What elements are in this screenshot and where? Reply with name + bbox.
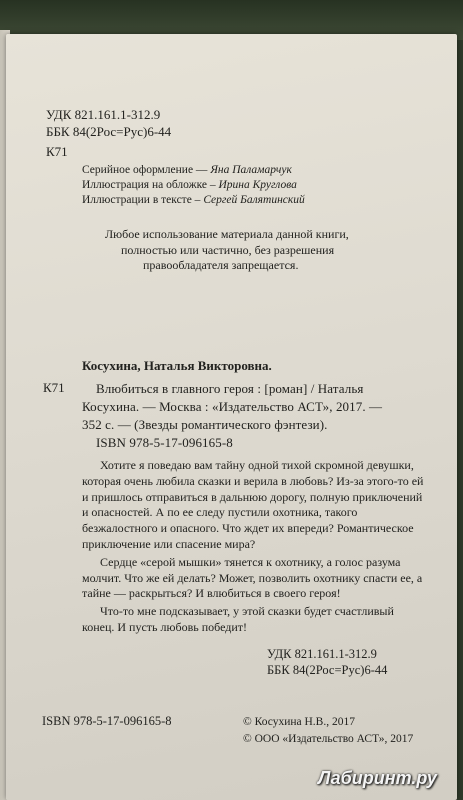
annotation <box>82 458 427 638</box>
bibliographic-record: Влюбиться в главного героя : [роман] / Наталья Косухина. — Москва : «Издательство АСТ», 2017. — 352 с. — (Звезды романтического фэнтези). ISBN 978-5-17-096165-8 <box>82 380 422 452</box>
annotation-paragraph: Сердце «серой мышки» тянется к охотнику, а голос разума молчит. Что же ей делать? Может, позволить охотнику спасти ее, а тайне — раскрыться? И влюбиться в своего героя! <box>82 554 423 601</box>
record-mark: К71 <box>43 380 65 395</box>
credit-line: Серийное оформление — Яна Паламарчук <box>82 164 292 176</box>
udk-code: УДК 821.161.1-312.9 <box>267 647 377 661</box>
annotation-paragraph: Что-то мне подсказывает, у этой сказки будет счастливый конец. И пусть любовь победит! <box>82 604 394 634</box>
watermark-logo: Лабиринт.ру <box>318 768 437 788</box>
rights-notice: Любое использование материала данной книги, полностью или частично, без разрешения правообладателя запрещается. <box>105 227 349 272</box>
bbk-code: ББК 84(2Рос=Рус)6-44 <box>46 124 172 139</box>
isbn: ISBN 978-5-17-096165-8 <box>96 435 233 450</box>
copyright: © Косухина Н.В., 2017 © ООО «Издательство АСТ», 2017 <box>243 716 414 745</box>
udk-code: УДК 821.161.1-312.9 <box>46 107 161 122</box>
author-mark: К71 <box>46 144 68 159</box>
bottom-classification <box>267 646 387 678</box>
bbk-code: ББК 84(2Рос=Рус)6-44 <box>267 663 388 677</box>
isbn-bottom: ISBN 978-5-17-096165-8 <box>42 714 172 728</box>
credits <box>82 163 422 208</box>
record-author: Косухина, Наталья Викторовна. <box>82 358 272 373</box>
credit-line: Иллюстрации в тексте – Сергей Балятинский <box>82 194 305 206</box>
top-classification <box>46 106 171 160</box>
credit-line: Иллюстрация на обложке – Ирина Круглова <box>82 179 297 191</box>
book-page <box>6 34 457 800</box>
annotation-paragraph: Хотите я поведаю вам тайну одной тихой скромной девушки, которая очень любила сказки и верила в любовь? Из-за этого-то ей и пришлось отправиться в дальнюю дорогу, полную приключений и опасностей. А по ее следу пустили охотника, такого безжалостного и опасного. Что ждет их впереди? Романтическое приключение или спасение мира? <box>82 458 424 551</box>
